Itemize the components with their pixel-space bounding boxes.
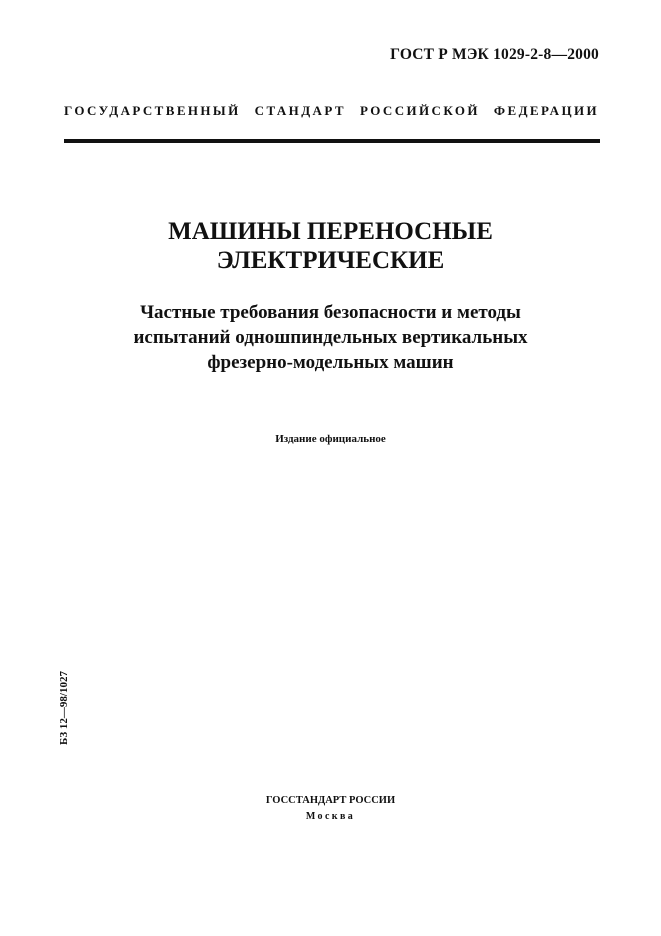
main-title <box>0 217 661 275</box>
publisher-name: ГОССТАНДАРТ РОССИИ <box>265 795 396 806</box>
header-divider <box>64 139 600 143</box>
subtitle-line-1: Частные требования безопасности и методы <box>140 302 521 323</box>
publisher-city: Москва <box>305 811 356 822</box>
document-code: ГОСТ Р МЭК 1029-2-8—2000 <box>390 46 599 63</box>
main-title-line-2: ЭЛЕКТРИЧЕСКИЕ <box>216 247 445 274</box>
state-standard-heading: ГОСУДАРСТВЕННЫЙ СТАНДАРТ РОССИЙСКОЙ ФЕДЕРАЦИИ <box>64 103 599 118</box>
main-title-line-1: МАШИНЫ ПЕРЕНОСНЫЕ <box>168 218 493 245</box>
subtitle-line-3: фрезерно-модельных машин <box>207 352 454 373</box>
side-registration-code: БЗ 12—98/1027 <box>58 671 70 745</box>
edition-note: Издание официальное <box>275 433 386 445</box>
subtitle <box>0 300 661 375</box>
subtitle-line-2: испытаний одношпиндельных вертикальных <box>133 327 528 348</box>
